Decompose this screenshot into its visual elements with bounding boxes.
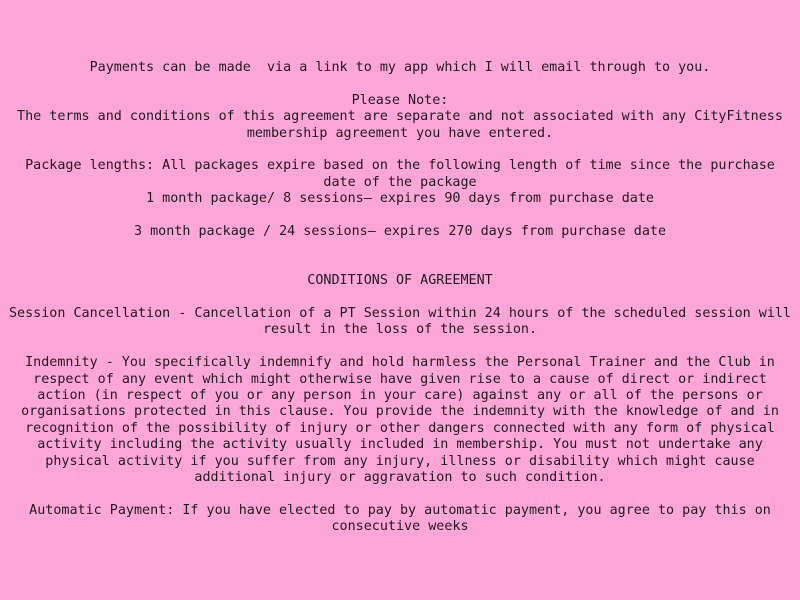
package-item-2: 3 month package / 24 sessions— expires 270 days from purchase date <box>133 224 667 240</box>
payments-line: Payments can be made via a link to my app which I will email through to you. <box>89 60 711 75</box>
package-item-1: 1 month package/ 8 sessions— expires 90 days from purchase date <box>146 191 654 207</box>
please-note-body-line1: The terms and conditions of this agreement are separate and not associated with any CityFitness <box>17 109 783 125</box>
spacer <box>6 486 794 502</box>
package-lengths-intro: Package lengths: All packages expire based on the following length of time since the purchase date of the package <box>25 158 783 190</box>
session-cancellation-clause: Session Cancellation - Cancellation of a PT Session within 24 hours of the scheduled session will result in the loss of the session. <box>9 306 800 338</box>
please-note-heading: Please Note: <box>351 92 449 108</box>
spacer <box>6 290 794 306</box>
conditions-heading: CONDITIONS OF AGREEMENT <box>307 273 493 289</box>
spacer <box>6 142 794 158</box>
package-lengths-section <box>6 158 794 240</box>
spacer <box>6 339 794 355</box>
please-note-section <box>6 93 794 142</box>
spacer <box>6 208 794 224</box>
spacer <box>6 240 794 273</box>
conditions-section <box>6 273 800 535</box>
spacer <box>6 76 794 92</box>
please-note-body-line2: membership agreement you have entered. <box>246 125 554 141</box>
indemnity-clause: Indemnity - You specifically indemnify and hold harmless the Personal Trainer and the Club in respect of any event which might otherwise have given rise to a cause of direct or indirect action (in respect of you or any person in your care) against any or all of the persons or organisations protected in this clause. You provide the indemnity with the knowledge of and in recognition of the possibility of injury or other dangers connected with any form of physical activity including the activity usually included in membership. You must not undertake any physical activity if you suffer from any injury, illness or disability which might cause additional injury or aggravation to such condition. <box>21 355 787 486</box>
automatic-payment-clause: Automatic Payment: If you have elected to pay by automatic payment, you agree to pay this on consecutive weeks <box>29 502 779 535</box>
